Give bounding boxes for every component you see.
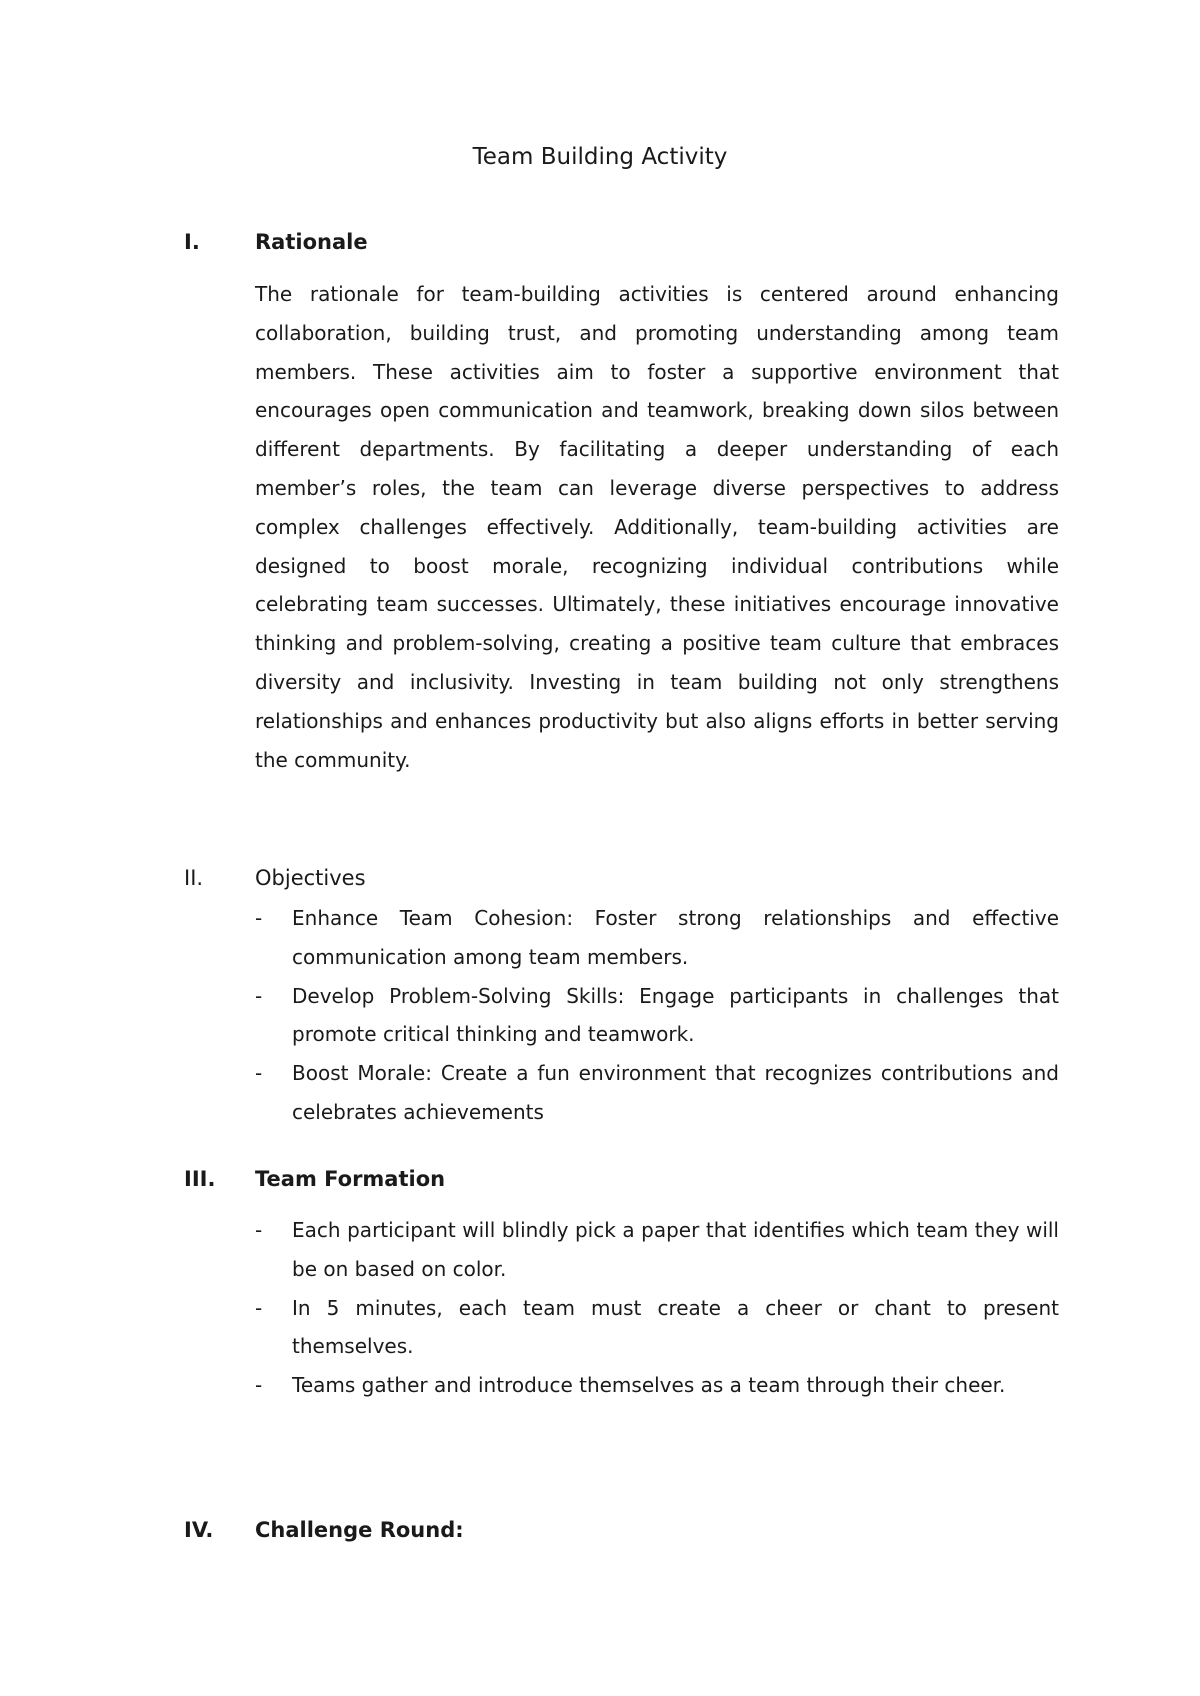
bullet-dash: - [255, 1373, 263, 1398]
list-item-text: Teams gather and introduce themselves as a team through their cheer. [292, 1373, 1006, 1398]
list-item-text: In 5 minutes, each team must create a cheer or chant to present themselves. [292, 1295, 1059, 1359]
list-item-text: Enhance Team Cohesion: Foster strong relationships and effective communication among team members. [292, 906, 1059, 969]
section-heading: Challenge Round: [255, 1518, 464, 1542]
bullet-dash: - [255, 1218, 263, 1242]
list-item-text: Develop Problem-Solving Skills: Engage participants in challenges that promote critical thinking and teamwork. [292, 983, 1059, 1047]
objectives-list [255, 899, 1059, 1132]
list-item [255, 1366, 1059, 1405]
section-numeral: IV. [184, 1518, 214, 1542]
section-numeral: III. [184, 1167, 216, 1191]
section-heading: Objectives [255, 866, 366, 890]
document-title: Team Building Activity [472, 144, 728, 170]
bullet-dash: - [255, 1295, 263, 1320]
section-heading: Rationale [255, 230, 368, 254]
section-heading: Team Formation [255, 1167, 446, 1191]
list-item [255, 1289, 1059, 1367]
list-item [255, 899, 1059, 977]
list-item-text: Boost Morale: Create a fun environment that recognizes contributions and celebrates achievements [292, 1061, 1059, 1124]
rationale-paragraph: The rationale for team-building activities is centered around enhancing collaboration, building trust, and promoting understanding among team members. These activities aim to foster a supportive environment that encourages open communication and teamwork, breaking down silos between different departments. By facilitating a deeper understanding of each member’s roles, the team can leverage diverse perspectives to address complex challenges effectively. Additionally, team-building activities are designed to boost morale, recognizing individual contributions while celebrating team successes. Ultimately, these initiatives encourage innovative thinking and problem-solving, creating a positive team culture that embraces diversity and inclusivity. Investing in team building not only strengthens relationships and enhances productivity but also aligns efforts in better serving the community. [255, 282, 1059, 772]
section-numeral: II. [184, 866, 204, 890]
bullet-dash: - [255, 1061, 263, 1086]
list-item [255, 1054, 1059, 1132]
list-item [255, 977, 1059, 1055]
section-numeral: I. [184, 230, 200, 254]
list-item-text: Each participant will blindly pick a paper that identifies which team they will be on based on color. [292, 1218, 1059, 1281]
bullet-dash: - [255, 906, 263, 930]
list-item [255, 1211, 1059, 1289]
bullet-dash: - [255, 983, 263, 1008]
team-formation-list [255, 1211, 1059, 1405]
